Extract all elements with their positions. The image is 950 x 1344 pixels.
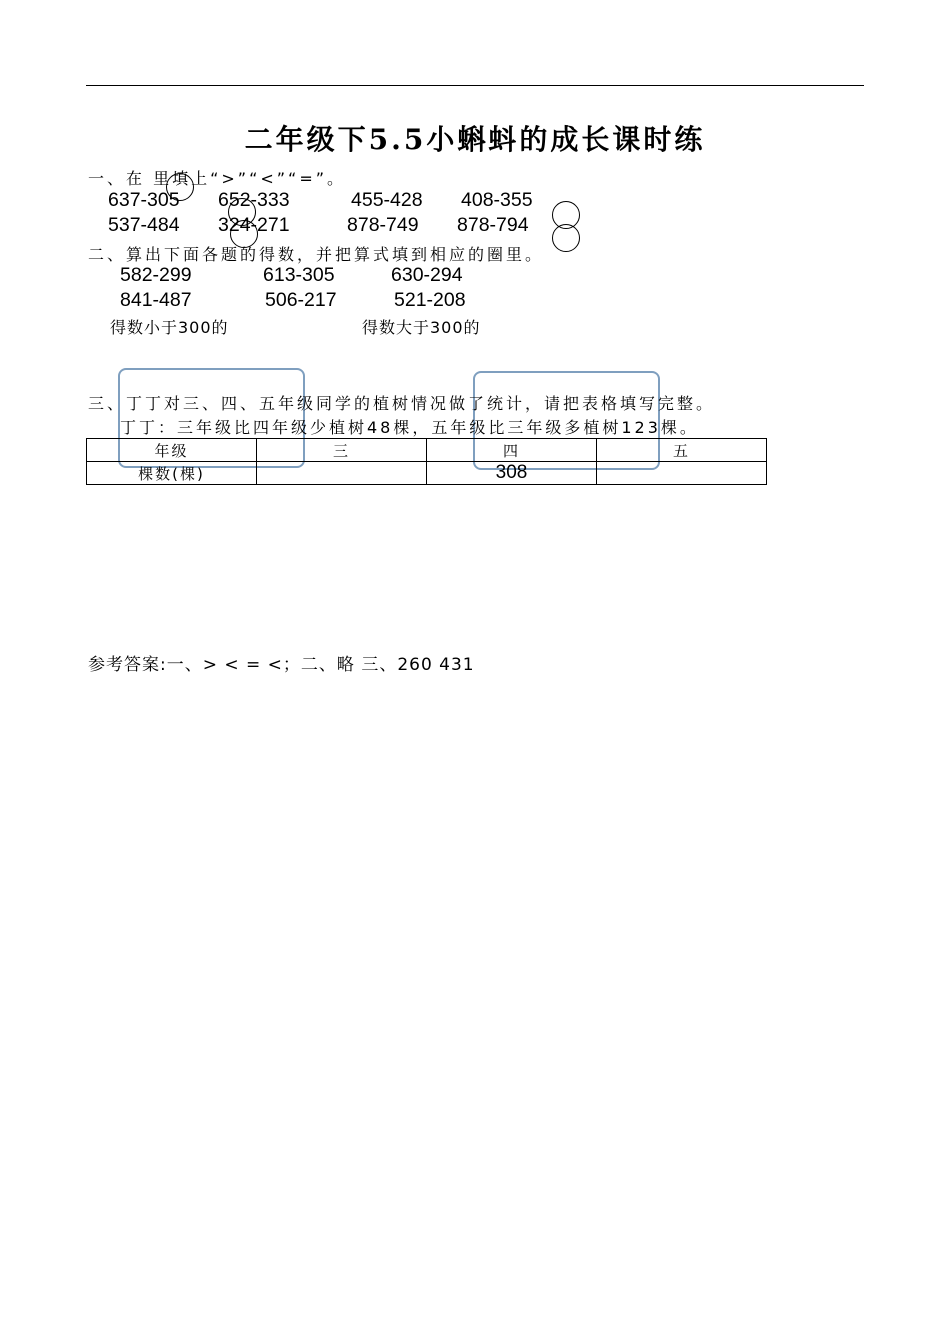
q3-hint: 丁丁：三年级比四年级少植树48棵，五年级比三年级多植树123棵。 xyxy=(120,418,699,437)
top-rule xyxy=(86,85,864,86)
q1-expr: 652-333 xyxy=(218,189,290,211)
page-title: 二年级下5.5小蝌蚪的成长课时练 xyxy=(244,123,706,156)
q1-expr: 878-794 xyxy=(457,214,529,236)
table-row xyxy=(87,462,767,485)
q1-expr: 408-355 xyxy=(461,189,533,211)
q1-expr: 324-271 xyxy=(218,214,290,236)
q1-expr: 455-428 xyxy=(351,189,423,211)
table-header: 五 xyxy=(597,439,767,462)
table-header: 年级 xyxy=(87,439,257,462)
q2-expr: 630-294 xyxy=(391,264,463,286)
table-header: 三 xyxy=(257,439,427,462)
table-cell-input[interactable] xyxy=(597,462,767,485)
table-header-row xyxy=(87,439,767,462)
table-header: 四 xyxy=(427,439,597,462)
table-cell: 308 xyxy=(427,462,597,485)
q2-expr: 506-217 xyxy=(265,289,337,311)
q1-instruction: 一、在 里填上“>”“<”“=”。 xyxy=(88,169,347,188)
q3-instruction: 三、丁丁对三、四、五年级同学的植树情况做了统计，请把表格填写完整。 xyxy=(88,394,716,413)
q2-expr: 613-305 xyxy=(263,264,335,286)
answer-key: 参考答案:一、> < = <；二、略 三、260 431 xyxy=(88,655,475,675)
q2-expr: 521-208 xyxy=(394,289,466,311)
answer-circle[interactable] xyxy=(166,173,194,201)
tree-count-table xyxy=(86,438,767,485)
label-more-than-300: 得数大于300的 xyxy=(362,318,481,337)
answer-circle[interactable] xyxy=(552,224,580,252)
q2-expr: 582-299 xyxy=(120,264,192,286)
table-cell-input[interactable] xyxy=(257,462,427,485)
q2-instruction: 二、算出下面各题的得数，并把算式填到相应的圈里。 xyxy=(88,245,545,264)
q1-expr: 878-749 xyxy=(347,214,419,236)
q1-expr: 537-484 xyxy=(108,214,180,236)
q2-expr: 841-487 xyxy=(120,289,192,311)
label-less-than-300: 得数小于300的 xyxy=(110,318,229,337)
row-label: 棵数(棵) xyxy=(87,462,257,485)
q1-expr: 637-305 xyxy=(108,189,180,211)
